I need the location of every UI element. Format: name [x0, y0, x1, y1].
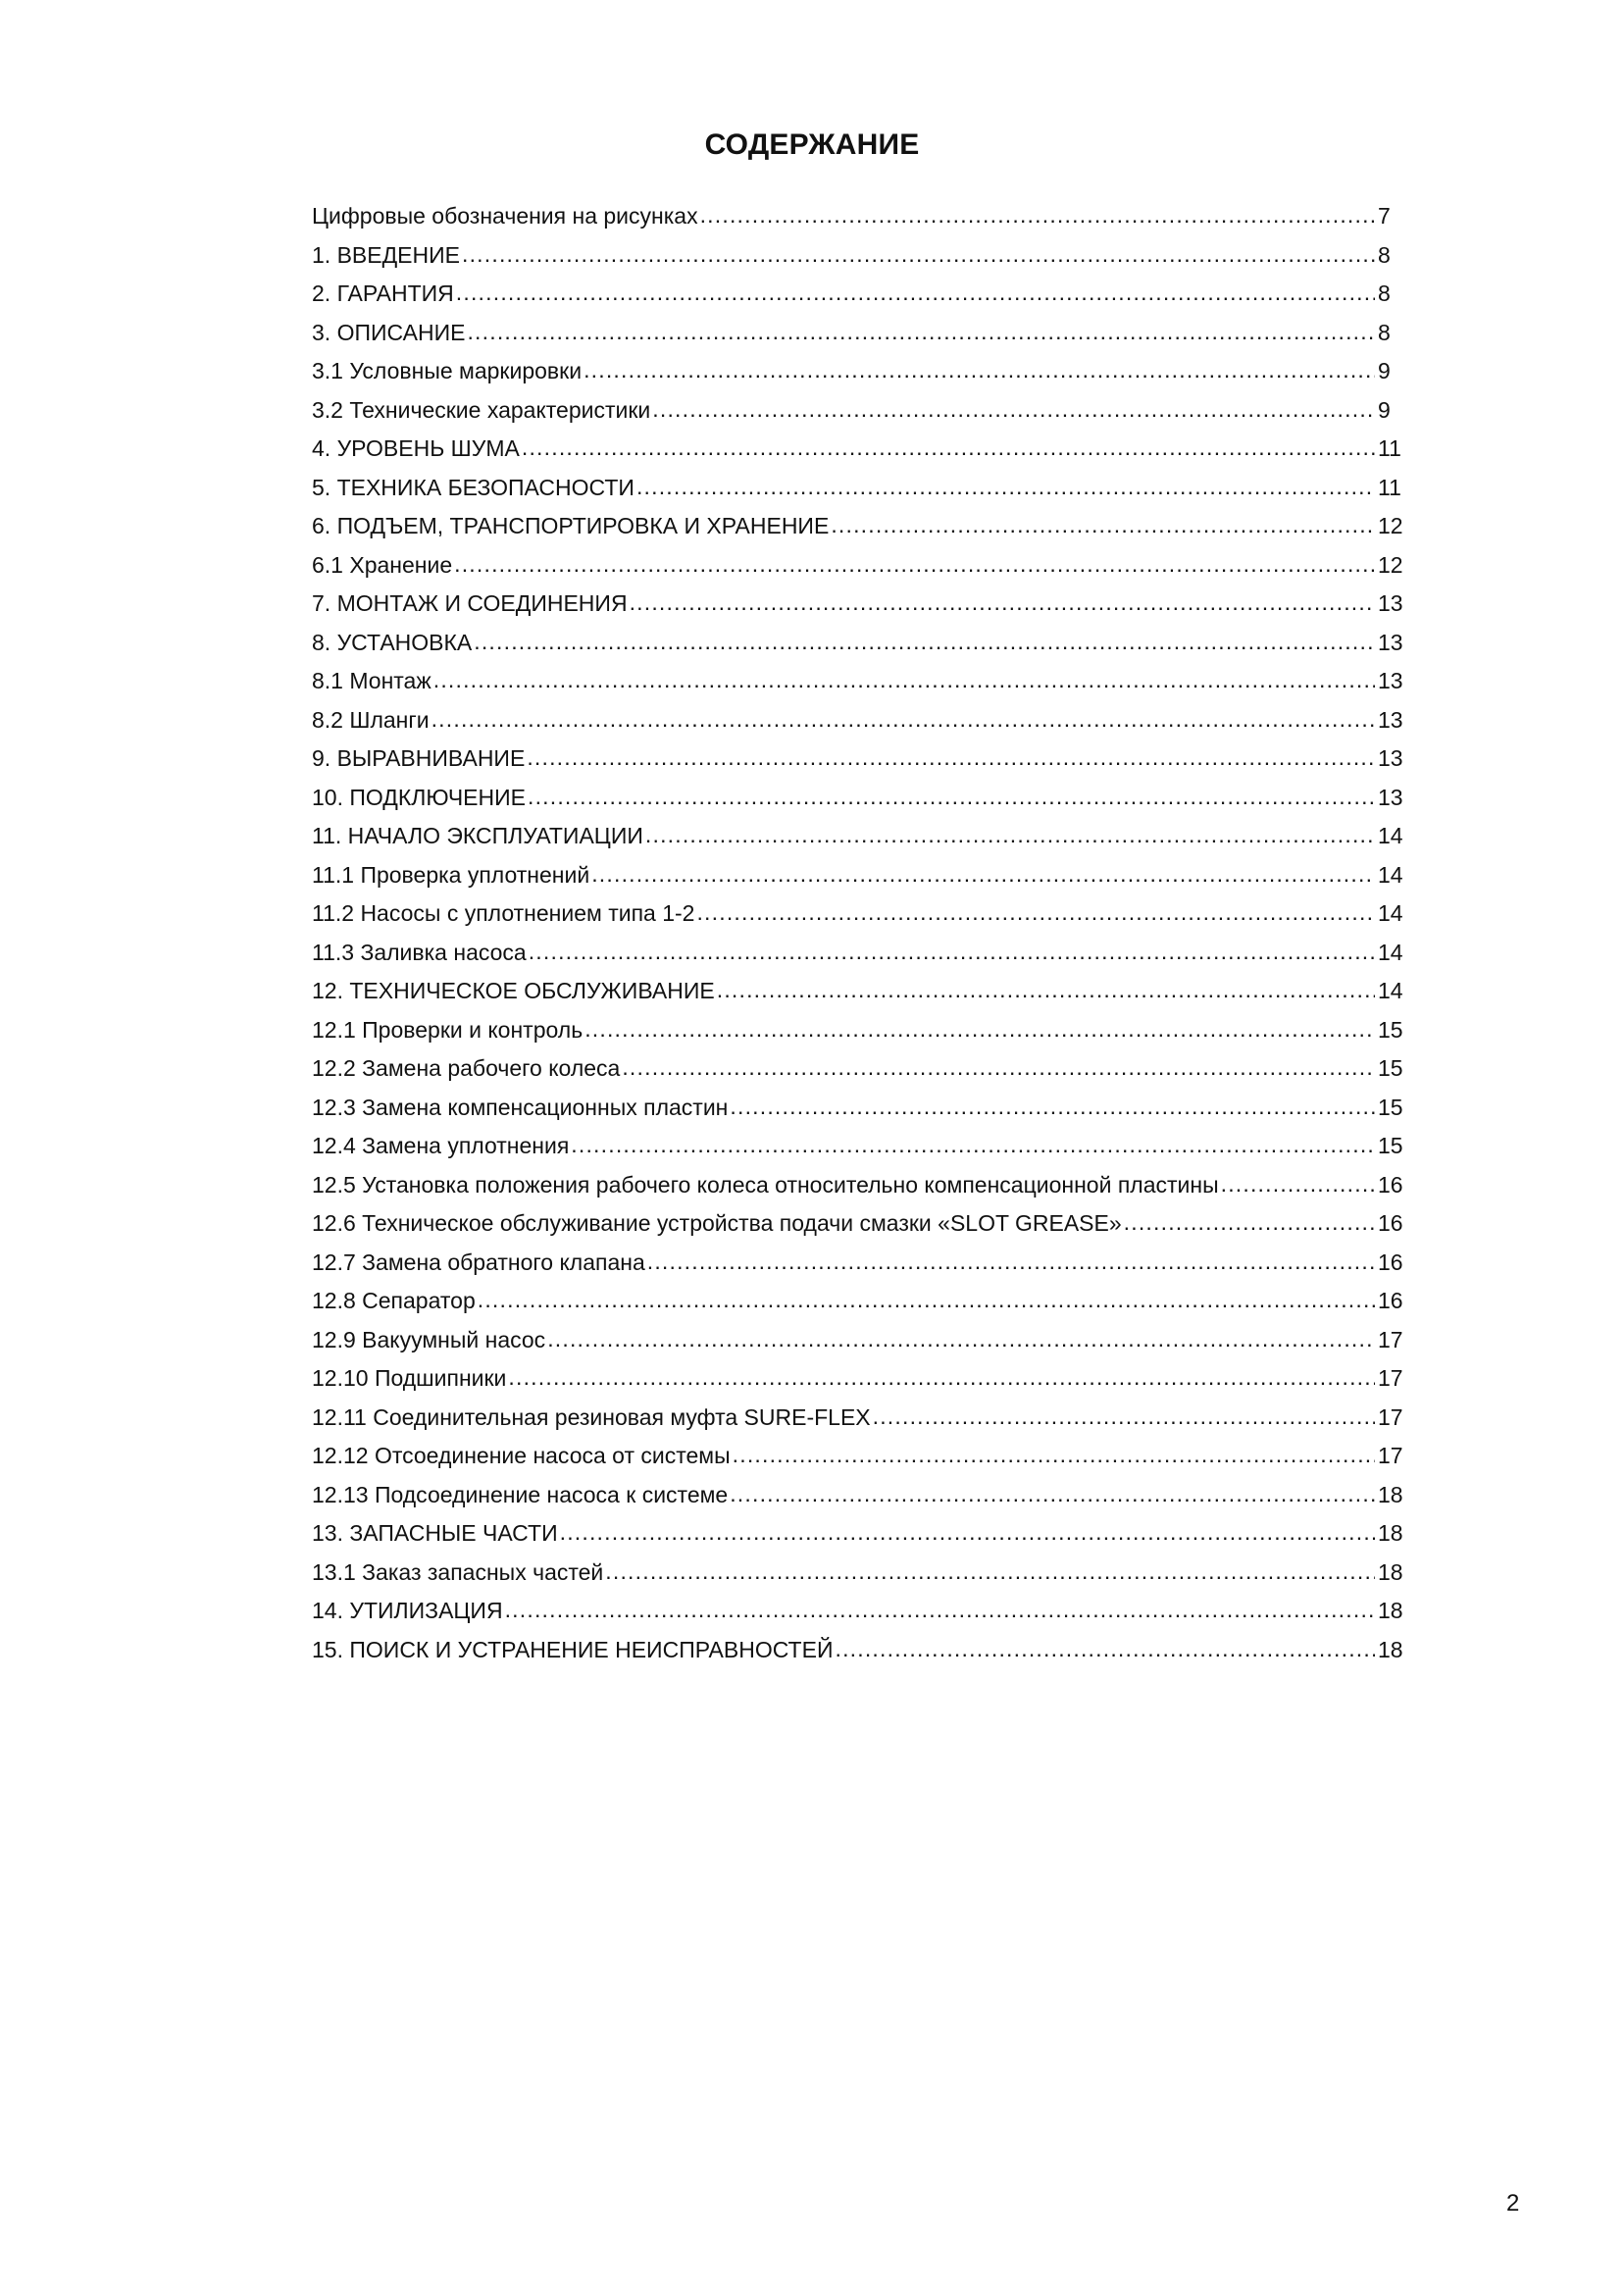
toc-dot-leader: [645, 816, 1375, 855]
toc-entry-label: 6.1 Хранение: [312, 551, 453, 578]
toc-entry[interactable]: [312, 1282, 1407, 1321]
toc-dot-leader: [456, 274, 1375, 313]
toc-dot-leader: [528, 778, 1375, 817]
toc-dot-leader: [508, 1358, 1375, 1398]
toc-entry-label: 8.1 Монтаж: [312, 668, 431, 693]
toc-entry-label: 12.2 Замена рабочего колеса: [312, 1055, 621, 1081]
toc-entry-label: 11.1 Проверка уплотнений: [312, 861, 590, 888]
toc-entry[interactable]: [312, 1244, 1407, 1283]
toc-entry[interactable]: [312, 1514, 1407, 1554]
toc-entry-label: Цифровые обозначения на рисунках: [312, 203, 698, 229]
toc-entry-page: 8: [1378, 319, 1391, 345]
toc-entry-label: 3.2 Технические характеристики: [312, 396, 651, 423]
toc-dot-leader: [1124, 1203, 1375, 1243]
toc-entry-page: 18: [1378, 1558, 1403, 1585]
toc-entry-label: 12.5 Установка положения рабочего колеса относительно компенсационной пластины: [312, 1171, 1219, 1198]
toc-dot-leader: [630, 584, 1375, 623]
toc-entry-page: 17: [1378, 1365, 1403, 1391]
toc-entry[interactable]: [312, 314, 1407, 353]
toc-entry[interactable]: [312, 352, 1407, 391]
toc-entry-page: 11: [1378, 474, 1401, 500]
toc-entry-page: 14: [1378, 978, 1403, 1003]
toc-entry[interactable]: [312, 1554, 1407, 1593]
toc-entry-label: 12.12 Отсоединение насоса от системы: [312, 1443, 731, 1468]
toc-entry[interactable]: [312, 662, 1407, 701]
toc-dot-leader: [433, 661, 1375, 700]
toc-entry[interactable]: [312, 275, 1407, 314]
toc-dot-leader: [547, 1320, 1375, 1359]
toc-entry-label: 12.9 Вакуумный насос: [312, 1326, 546, 1352]
toc-entry-label: 10. ПОДКЛЮЧЕНИЕ: [312, 784, 526, 810]
toc-entry[interactable]: [312, 1127, 1407, 1166]
toc-dot-leader: [700, 196, 1375, 235]
toc-entry-page: 14: [1378, 861, 1403, 888]
table-of-contents: [312, 197, 1407, 1669]
toc-entry-page: 15: [1378, 1094, 1403, 1120]
toc-entry-label: 12.3 Замена компенсационных пластин: [312, 1094, 729, 1120]
toc-entry-page: 13: [1378, 706, 1403, 733]
toc-dot-leader: [647, 1243, 1375, 1282]
toc-entry-page: 18: [1378, 1598, 1403, 1623]
toc-entry[interactable]: [312, 507, 1407, 546]
toc-dot-leader: [584, 1010, 1375, 1049]
toc-entry-page: 15: [1378, 1055, 1403, 1081]
toc-entry-page: 13: [1378, 590, 1403, 616]
toc-dot-leader: [571, 1126, 1375, 1165]
toc-entry[interactable]: [312, 624, 1407, 663]
toc-entry-page: 12: [1378, 551, 1403, 578]
toc-entry[interactable]: [312, 1049, 1407, 1089]
toc-dot-leader: [1221, 1165, 1375, 1204]
toc-entry[interactable]: [312, 236, 1407, 276]
toc-dot-leader: [467, 313, 1375, 352]
toc-dot-leader: [730, 1475, 1375, 1514]
toc-dot-leader: [454, 545, 1375, 585]
toc-dot-leader: [527, 739, 1375, 778]
toc-entry[interactable]: [312, 1089, 1407, 1128]
toc-dot-leader: [831, 506, 1375, 545]
toc-entry-page: 13: [1378, 784, 1403, 810]
toc-entry[interactable]: [312, 894, 1407, 934]
toc-dot-leader: [605, 1553, 1375, 1592]
toc-dot-leader: [835, 1630, 1375, 1669]
toc-entry-label: 11. НАЧАЛО ЭКСПЛУАТИАЦИИ: [312, 823, 643, 848]
toc-entry-label: 13.1 Заказ запасных частей: [312, 1558, 604, 1585]
toc-dot-leader: [622, 1048, 1375, 1088]
toc-entry-page: 11: [1378, 435, 1401, 461]
toc-entry-label: 12.10 Подшипники: [312, 1365, 507, 1391]
toc-entry-label: 15. ПОИСК И УСТРАНЕНИЕ НЕИСПРАВНОСТЕЙ: [312, 1636, 834, 1662]
toc-entry-label: 12. ТЕХНИЧЕСКОЕ ОБСЛУЖИВАНИЕ: [312, 978, 715, 1003]
toc-entry-page: 18: [1378, 1481, 1403, 1507]
toc-entry[interactable]: [312, 430, 1407, 469]
toc-dot-leader: [505, 1591, 1375, 1630]
toc-entry-page: 8: [1378, 280, 1391, 306]
toc-dot-leader: [636, 468, 1375, 507]
toc-entry[interactable]: [312, 701, 1407, 740]
toc-entry[interactable]: [312, 1204, 1407, 1244]
toc-entry[interactable]: [312, 817, 1407, 856]
toc-entry-page: 18: [1378, 1636, 1403, 1662]
toc-dot-leader: [696, 893, 1375, 933]
toc-dot-leader: [730, 1088, 1375, 1127]
toc-dot-leader: [474, 623, 1375, 662]
toc-dot-leader: [652, 390, 1375, 430]
toc-dot-leader: [591, 855, 1375, 894]
toc-entry[interactable]: [312, 1399, 1407, 1438]
toc-entry-page: 14: [1378, 823, 1403, 848]
toc-entry[interactable]: [312, 779, 1407, 818]
toc-entry[interactable]: [312, 391, 1407, 431]
toc-entry-page: 17: [1378, 1403, 1403, 1430]
toc-entry-page: 15: [1378, 1016, 1403, 1043]
toc-entry[interactable]: [312, 1321, 1407, 1360]
toc-entry-label: 12.13 Подсоединение насоса к системе: [312, 1481, 729, 1507]
toc-entry-page: 12: [1378, 513, 1403, 538]
toc-entry-page: 13: [1378, 745, 1403, 771]
toc-entry-label: 14. УТИЛИЗАЦИЯ: [312, 1598, 503, 1623]
toc-entry-label: 3.1 Условные маркировки: [312, 358, 583, 383]
toc-entry-label: 12.8 Сепаратор: [312, 1288, 476, 1313]
toc-entry[interactable]: [312, 1592, 1407, 1631]
toc-title: СОДЕРЖАНИЕ: [704, 128, 920, 161]
toc-dot-leader: [522, 429, 1375, 468]
toc-entry-page: 16: [1378, 1288, 1403, 1313]
toc-entry[interactable]: [312, 1476, 1407, 1515]
toc-entry-page: 17: [1378, 1443, 1403, 1468]
toc-entry-label: 13. ЗАПАСНЫЕ ЧАСТИ: [312, 1520, 558, 1546]
toc-entry-page: 16: [1378, 1210, 1403, 1236]
toc-entry-label: 11.2 Насосы с уплотнением типа 1-2: [312, 900, 695, 926]
toc-entry-page: 7: [1378, 203, 1391, 229]
toc-entry-label: 1. ВВЕДЕНИЕ: [312, 241, 460, 268]
toc-dot-leader: [462, 235, 1375, 275]
toc-entry[interactable]: [312, 585, 1407, 624]
toc-entry-page: 13: [1378, 668, 1403, 693]
toc-dot-leader: [431, 700, 1375, 739]
toc-entry[interactable]: [312, 934, 1407, 973]
toc-dot-leader: [873, 1398, 1375, 1437]
toc-entry-label: 12.6 Техническое обслуживание устройства подачи смазки «SLOT GREASE»: [312, 1210, 1122, 1236]
toc-entry[interactable]: [312, 1011, 1407, 1050]
toc-entry[interactable]: [312, 1359, 1407, 1399]
toc-entry-label: 8.2 Шланги: [312, 706, 430, 733]
toc-dot-leader: [584, 351, 1375, 390]
toc-entry-label: 4. УРОВЕНЬ ШУМА: [312, 435, 520, 461]
toc-entry-page: 14: [1378, 900, 1403, 926]
toc-entry-label: 6. ПОДЪЕМ, ТРАНСПОРТИРОВКА И ХРАНЕНИЕ: [312, 513, 830, 538]
toc-entry-label: 8. УСТАНОВКА: [312, 629, 473, 655]
toc-entry-label: 2. ГАРАНТИЯ: [312, 280, 454, 306]
toc-entry-page: 16: [1378, 1249, 1403, 1275]
toc-entry[interactable]: [312, 972, 1407, 1011]
toc-entry-label: 3. ОПИСАНИЕ: [312, 319, 466, 345]
toc-entry-label: 5. ТЕХНИКА БЕЗОПАСНОСТИ: [312, 474, 634, 500]
toc-dot-leader: [560, 1513, 1375, 1553]
toc-entry-label: 9. ВЫРАВНИВАНИЕ: [312, 745, 526, 771]
toc-entry-page: 15: [1378, 1133, 1403, 1158]
toc-entry-page: 18: [1378, 1520, 1403, 1546]
toc-entry-label: 12.7 Замена обратного клапана: [312, 1249, 645, 1275]
toc-dot-leader: [717, 971, 1375, 1010]
toc-dot-leader: [733, 1436, 1375, 1475]
toc-entry-page: 9: [1378, 396, 1391, 423]
toc-entry-page: 17: [1378, 1326, 1403, 1352]
toc-entry-page: 14: [1378, 939, 1403, 965]
toc-entry[interactable]: [312, 469, 1407, 508]
toc-entry-page: 9: [1378, 358, 1391, 383]
toc-entry[interactable]: [312, 1437, 1407, 1476]
toc-entry-label: 12.11 Соединительная резиновая муфта SURE-FLEX: [312, 1403, 871, 1430]
page-number: 2: [1506, 2190, 1520, 2217]
toc-entry[interactable]: [312, 546, 1407, 586]
toc-entry[interactable]: [312, 1631, 1407, 1670]
toc-entry[interactable]: [312, 197, 1407, 236]
toc-entry-page: 8: [1378, 241, 1391, 268]
toc-entry[interactable]: [312, 739, 1407, 779]
toc-dot-leader: [478, 1281, 1375, 1320]
toc-entry[interactable]: [312, 1166, 1407, 1205]
toc-entry-page: 16: [1378, 1171, 1403, 1198]
toc-entry-label: 12.1 Проверки и контроль: [312, 1016, 584, 1043]
toc-dot-leader: [529, 933, 1375, 972]
toc-entry-page: 13: [1378, 629, 1403, 655]
toc-entry[interactable]: [312, 856, 1407, 895]
toc-entry-label: 11.3 Заливка насоса: [312, 939, 527, 965]
toc-entry-label: 7. МОНТАЖ И СОЕДИНЕНИЯ: [312, 590, 628, 616]
toc-entry-label: 12.4 Замена уплотнения: [312, 1133, 570, 1158]
